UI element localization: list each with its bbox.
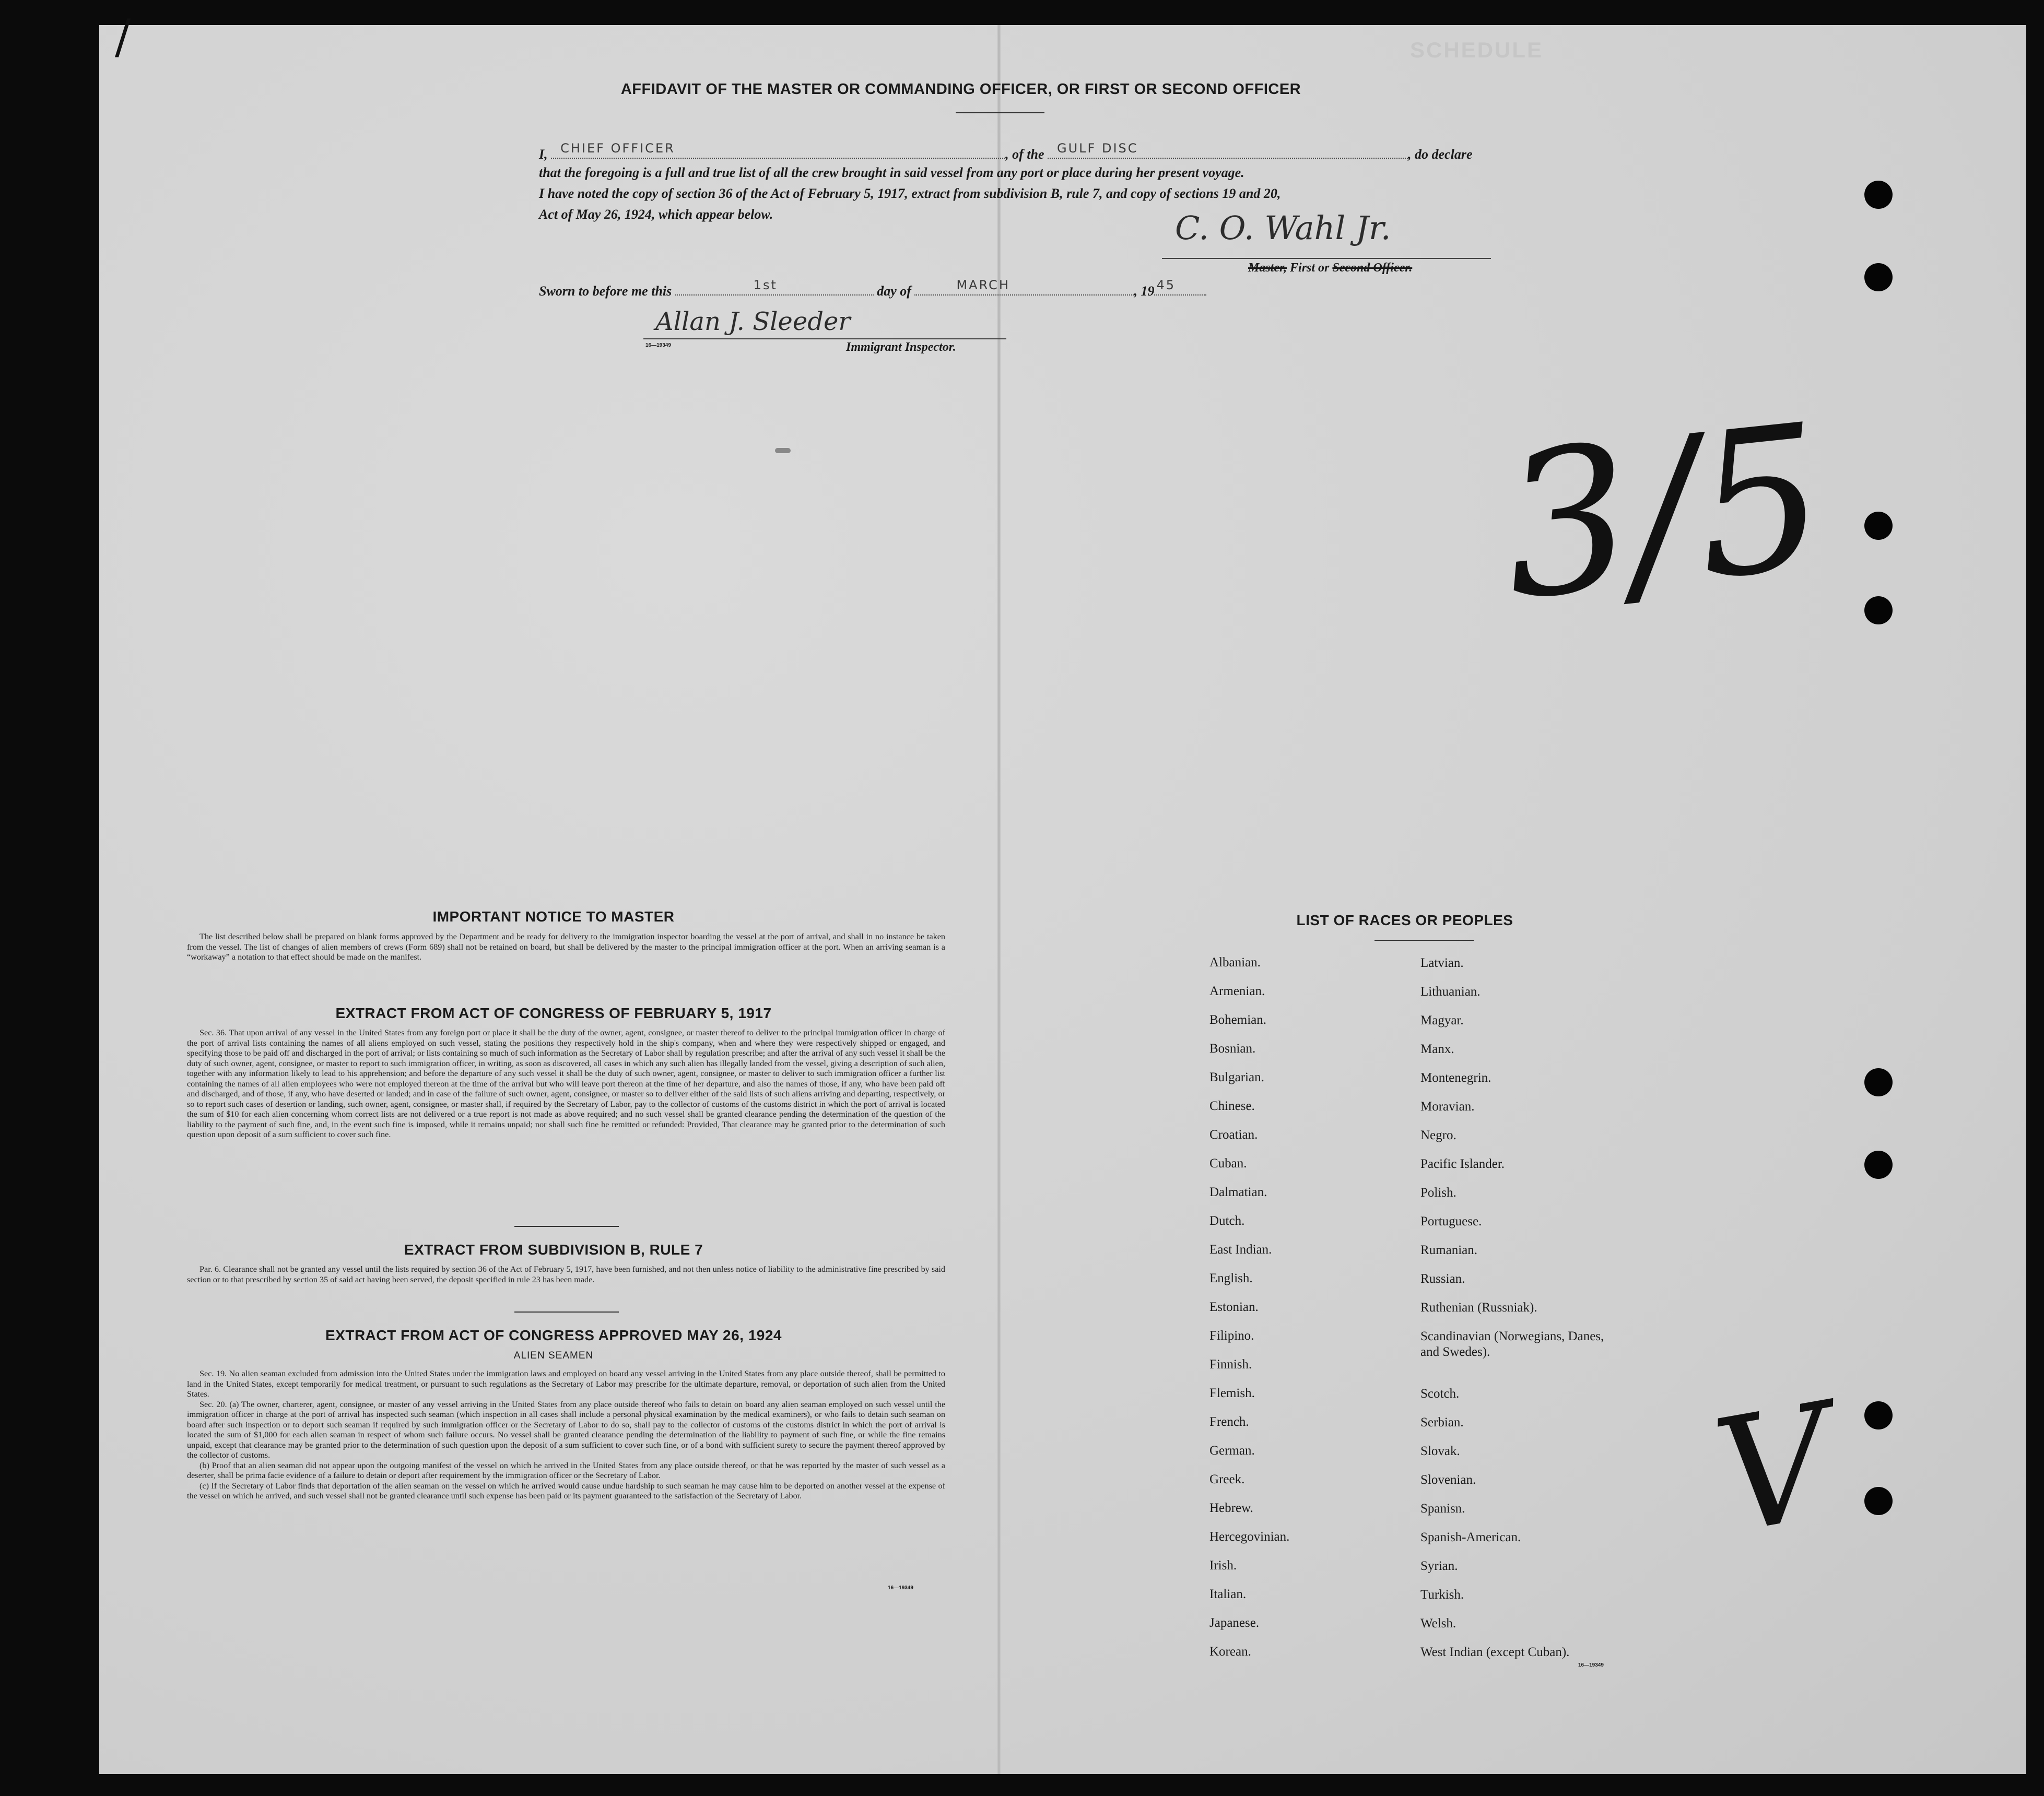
race-item: Welsh.: [1420, 1616, 1456, 1630]
divider: [514, 1226, 619, 1227]
divider: [956, 112, 1044, 113]
extract-1924-text: [187, 1369, 945, 1502]
race-item: Spanish-American.: [1420, 1530, 1521, 1544]
extract-1917-text: Sec. 36. That upon arrival of any vessel in the United States from any foreign port or place it shall be the duty of the owner, agent, consignee, or master thereof to deliver to the principal immigration officer in charge of the port of arrival lists containing the names of all aliens employed on such vessel, stating the positions they respectively hold in the ship's company, when and where they were respectively shipped or engaged, and specifying those to be paid off and discharged in the port of arrival; or lists containing so much of such information as the Secretary of Labor shall by regulation prescribe; and after the arrival of any such vessel it shall be the duty of such owner, agent, consignee, or master to report to such immigration officer, in writing, as soon as discovered, all cases in which any such alien has illegally landed from the vessel, giving a description of such alien, together with any information likely to lead to his apprehension; and before the departure of any such vessel it shall be the duty of such owner, agent, consignee, or master to deliver to such immigration officer a further list containing the names of all alien employees who were not employed thereon at the time of the arrival but who will leave port thereon at the time of her departure, and also the names of those, if any, who have been paid off and discharged, and of those, if any, who have deserted or landed; and in case of the failure of such owner, agent, consignee, or master so to deliver either of the said lists of such aliens arriving and departing, respectively, or so to report such cases of desertion or landing, such owner, agent, consignee, or master shall, if required by the Secretary of Labor, pay to the collector of customs of the customs district in which the port of arrival is located the sum of $10 for each alien concerning whom correct lists are not delivered or a true report is not made as above required; and no such vessel shall be granted clearance pending the determination of the question of the liability to the payment of such fine, and, in the event such fine is imposed, while it remains unpaid; nor shall such fine be remitted or refunded: Provided, That clearance may be granted prior to the determination of such question upon deposit of a sum sufficient to cover such fine.: [187, 1028, 945, 1139]
binder-hole: [1864, 1487, 1893, 1515]
race-item: Ruthenian (Russniak).: [1420, 1301, 1537, 1315]
race-item: Serbian.: [1420, 1415, 1464, 1429]
alien-seamen-subheading: ALIEN SEAMEN: [513, 1350, 594, 1361]
binder-hole: [1864, 512, 1893, 540]
race-item: English.: [1209, 1271, 1253, 1285]
race-item: Portuguese.: [1420, 1214, 1482, 1228]
affidavit-line-2: that the foregoing is a full and true list of all the crew brought in said vessel from any port or place during her present voyage.: [539, 165, 1244, 180]
officer-blank: [551, 141, 1005, 159]
notice-heading: IMPORTANT NOTICE TO MASTER: [432, 908, 675, 925]
binder-hole: [1864, 596, 1893, 624]
race-item: German.: [1209, 1444, 1255, 1458]
race-item: Bohemian.: [1209, 1013, 1267, 1027]
bleed-through-header: SCHEDULE: [1410, 38, 1544, 62]
race-item: Scotch.: [1420, 1387, 1460, 1401]
binder-hole: [1864, 181, 1893, 209]
race-item: Dalmatian.: [1209, 1185, 1267, 1199]
race-item: Bulgarian.: [1209, 1070, 1264, 1084]
race-item: Rumanian.: [1420, 1243, 1478, 1257]
race-item: Chinese.: [1209, 1099, 1255, 1113]
race-item: French.: [1209, 1415, 1249, 1429]
form-number: 16—19349: [645, 342, 671, 348]
inspector-signature: Allan J. Sleeder: [655, 307, 851, 336]
sec19-paragraph: Sec. 19. No alien seaman excluded from admission into the United States under the immigration laws and employed on board any vessel arriving in the United States from any place outside thereof, shall be permitted to land in the United States, except temporarily for medical treatment, or pursuant to such regulations as the Secretary of Labor may prescribe for the ultimate departure, removal, or deportation of such alien from the United States.: [187, 1369, 945, 1399]
binder-hole: [1864, 1401, 1893, 1429]
sworn-year-handwritten: 45: [1156, 278, 1176, 292]
race-item: West Indian (except Cuban).: [1420, 1645, 1570, 1659]
vessel-blank: [1048, 141, 1408, 159]
affidavit-line-1: [539, 141, 1473, 162]
vessel-name-handwritten: GULF DISC: [1057, 141, 1138, 156]
of-the-label: , of the: [1005, 147, 1044, 162]
race-item: Dutch.: [1209, 1214, 1245, 1228]
race-item: Japanese.: [1209, 1616, 1260, 1630]
officer-name-handwritten: CHIEF OFFICER: [560, 141, 675, 156]
affidavit-line-3: I have noted the copy of section 36 of the Act of February 5, 1917, extract from subdivision B, rule 7, and copy of sections 19 and 20,: [539, 186, 1281, 201]
race-item: Armenian.: [1209, 984, 1265, 998]
sec20c-paragraph: (c) If the Secretary of Labor finds that deportation of the alien seaman on the vessel on which he arrived would cause undue hardship to such seaman he may cause him to be deported on another vessel at the expense of the vessel on which he arrived, and such vessel shall not be granted clearance until such expense has been paid or its payment guaranteed to the satisfaction of the Secretary of Labor.: [187, 1481, 945, 1500]
race-item: Finnish.: [1209, 1357, 1252, 1372]
affidavit-line-4: Act of May 26, 1924, which appear below.: [539, 207, 773, 222]
affidavit-i: I,: [539, 147, 548, 162]
race-item: Italian.: [1209, 1587, 1247, 1601]
month-blank: [914, 278, 1134, 296]
extract-rule7-text: Par. 6. Clearance shall not be granted any vessel until the lists required by section 36 of the Act of February 5, 1917, have been furnished, and not then unless notice of liability to the administrative fine prescribed by said section or to that prescribed by section 35 of said act having been served, the deposit specified in rule 23 has been made.: [187, 1265, 945, 1284]
sworn-day-handwritten: 1st: [753, 278, 778, 292]
form-number: 16—19349: [1578, 1662, 1604, 1668]
race-item: Hebrew.: [1209, 1501, 1253, 1515]
handwritten-fraction: 3/5: [1493, 381, 1835, 644]
binder-hole: [1864, 1151, 1893, 1179]
race-item: Russian.: [1420, 1272, 1465, 1286]
year-prefix: , 19: [1134, 283, 1155, 299]
officer-signature: C. O. Wahl Jr.: [1175, 209, 1391, 247]
notice-text: The list described below shall be prepared on blank forms approved by the Department and be ready for delivery to the immigration inspector boarding the vessel at the port of arrival, and shall in no instance be taken from the vessel. The list of changes of alien members of crews (Form 689) shall not be retained on board, but shall be delivered by the master to the principal immigration officer at the port. When an arriving seaman is a “workaway” a notation to that effect should be made on the manifest.: [187, 932, 945, 962]
day-blank: [675, 278, 874, 296]
race-item: Estonian.: [1209, 1300, 1259, 1314]
extract-1917-heading: EXTRACT FROM ACT OF CONGRESS OF FEBRUARY 5, 1917: [335, 1005, 772, 1021]
race-item: Slovak.: [1420, 1444, 1460, 1458]
form-number: 16—19349: [888, 1585, 913, 1591]
do-declare-label: , do declare: [1408, 147, 1473, 162]
race-item: Irish.: [1209, 1558, 1237, 1573]
race-item: Filipino.: [1209, 1329, 1254, 1343]
race-item: Montenegrin.: [1420, 1071, 1491, 1085]
master-struck: Master,: [1248, 261, 1287, 275]
race-item: Hercegovinian.: [1209, 1530, 1290, 1544]
sworn-month-handwritten: MARCH: [956, 278, 1010, 292]
handwritten-check: V: [1703, 1369, 1847, 1569]
corner-mark: /: [115, 9, 131, 64]
day-of-label: day of: [877, 283, 911, 299]
year-blank: [1154, 278, 1206, 296]
race-item: Spanisn.: [1420, 1502, 1465, 1516]
binder-hole: [1864, 1068, 1893, 1096]
sec20b-paragraph: (b) Proof that an alien seaman did not appear upon the outgoing manifest of the vessel on which he arrived in the United States from any place outside thereof, or that he was reported by the master of such vessel as a deserter, shall be prima facie evidence of a failure to detain or deport after requirement by the immigration officer or the Secretary of Labor.: [187, 1460, 945, 1480]
race-item: Cuban.: [1209, 1156, 1247, 1171]
race-item: Croatian.: [1209, 1128, 1258, 1142]
signature-line: [1162, 258, 1491, 259]
affidavit-title: AFFIDAVIT OF THE MASTER OR COMMANDING OFFICER, OR FIRST OR SECOND OFFICER: [620, 81, 1301, 98]
officer-title: [1248, 261, 1412, 275]
race-item: Flemish.: [1209, 1386, 1255, 1400]
race-item: Syrian.: [1420, 1559, 1458, 1573]
smudge: [775, 448, 791, 453]
race-item: Albanian.: [1209, 955, 1261, 970]
race-item: Negro.: [1420, 1128, 1456, 1142]
race-item: Polish.: [1420, 1186, 1456, 1200]
second-officer-struck: Second Officer.: [1332, 261, 1413, 275]
race-item: Magyar.: [1420, 1013, 1464, 1027]
race-item: Lithuanian.: [1420, 985, 1481, 999]
race-item: Korean.: [1209, 1645, 1251, 1659]
sworn-prefix: Sworn to before me this: [539, 283, 672, 299]
inspector-label: Immigrant Inspector.: [846, 340, 956, 354]
inspector-signature-line: [643, 338, 1006, 339]
races-heading: LIST OF RACES OR PEOPLES: [1296, 912, 1513, 928]
race-item: East Indian.: [1209, 1243, 1272, 1257]
divider: [1375, 940, 1474, 941]
sworn-line: [539, 278, 1206, 299]
first-or-label: First or: [1287, 261, 1333, 275]
race-item: Moravian.: [1420, 1100, 1475, 1114]
divider: [514, 1311, 619, 1313]
race-item: Bosnian.: [1209, 1042, 1256, 1056]
sec20a-paragraph: Sec. 20. (a) The owner, charterer, agent, consignee, or master of any vessel arriving in the United States from any place outside thereof who fails to detain on board any alien seaman employed on such vessel until the immigration officer in charge at the port of arrival has inspected such seaman (which inspection in all cases shall include a personal physical examination by the medical examiners), or who fails to detain such seaman on board after such inspection or to deport such seaman if required by such immigration officer or the Secretary of Labor to do so, shall pay to the collector of customs of the customs district in which the port of arrival is located the sum of $1,000 for each alien seaman in respect of whom such failure occurs. No vessel shall be granted clearance pending the determination of the liability to payment of such fine, or while the fine remains unpaid, except that clearance may be granted prior to the determination of such question upon the deposit of a sum sufficient to cover such fine, or of a bond with sufficient surety to secure the payment thereof approved by the collector of customs.: [187, 1399, 945, 1460]
race-item: Manx.: [1420, 1042, 1454, 1056]
race-item: Pacific Islander.: [1420, 1157, 1505, 1171]
binder-hole: [1864, 263, 1893, 291]
extract-rule7-heading: EXTRACT FROM SUBDIVISION B, RULE 7: [404, 1242, 703, 1258]
race-item: Latvian.: [1420, 956, 1464, 970]
race-item: Slovenian.: [1420, 1473, 1476, 1487]
race-item: Greek.: [1209, 1472, 1245, 1486]
extract-1924-heading: EXTRACT FROM ACT OF CONGRESS APPROVED MAY 26, 1924: [325, 1327, 782, 1343]
race-item: Turkish.: [1420, 1588, 1464, 1602]
race-item: Scandinavian (Norwegians, Danes, and Swedes).: [1420, 1329, 1604, 1359]
